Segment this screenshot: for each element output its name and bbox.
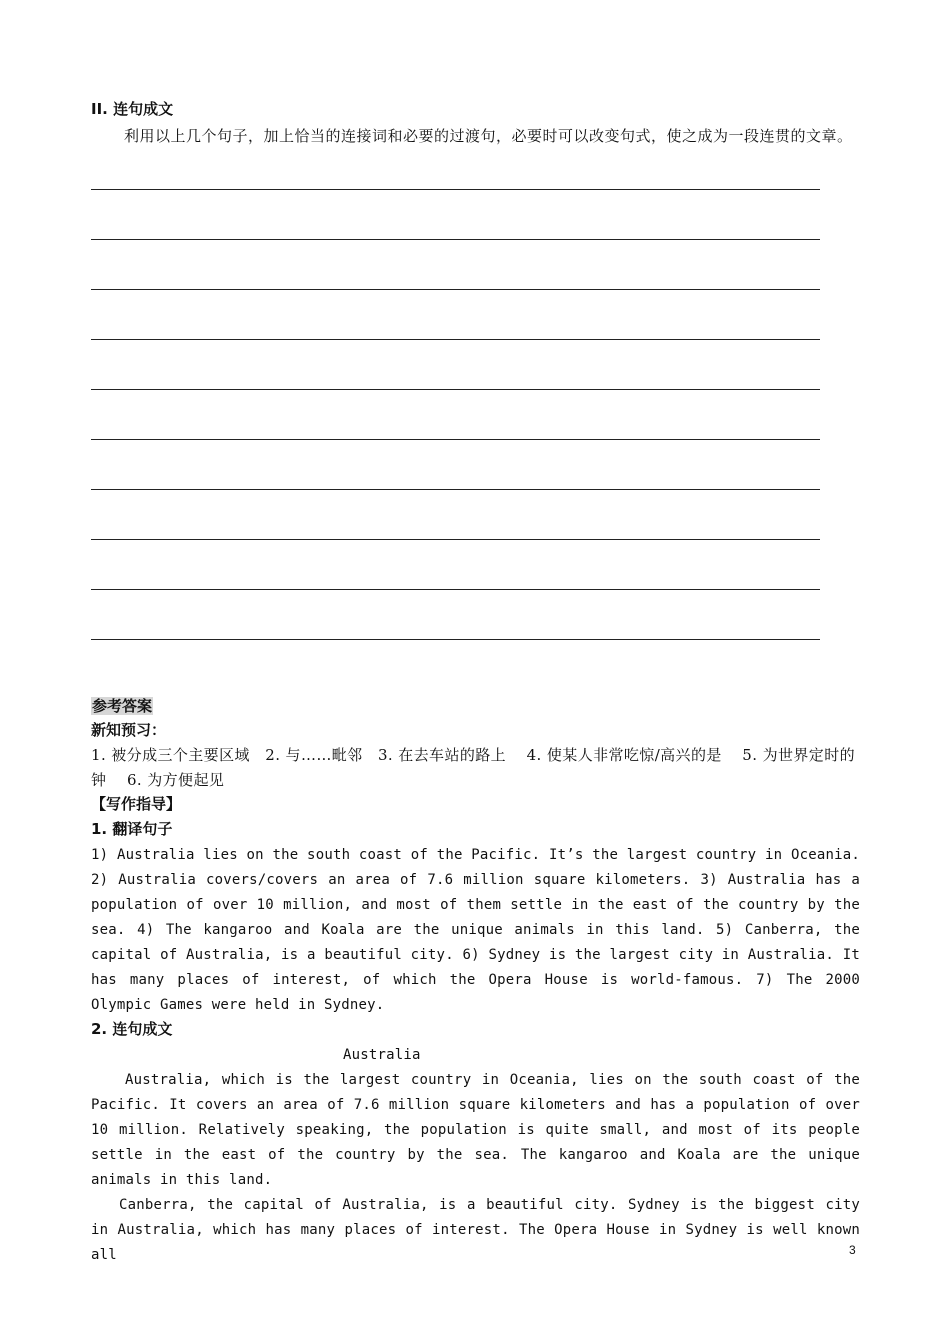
answer-line	[91, 539, 820, 540]
writing-guide-heading: 【写作指导】	[91, 795, 182, 813]
translate-heading: 1. 翻译句子	[91, 820, 173, 838]
essay-title: Australia	[343, 1047, 421, 1063]
essay-paragraph-2: Canberra, the capital of Australia, is a beautiful city. Sydney is the biggest city in Australia, which has many places of interest. The Opera House in Sydney is well known all	[91, 1197, 860, 1263]
answers-title	[91, 695, 153, 716]
translation-answers: 1) Australia lies on the south coast of the Pacific. It’s the largest country in Oceania. 2) Australia covers/covers an area of 7.6 million square kilometers. 3) Australia has a population of over 10 million, and most of them settle in the east of the country by the sea. 4) The kangaroo and Koala are the unique animals in this land. 5) Canberra, the capital of Australia, is a beautiful city. 6) Sydney is the largest city in Australia. It has many places of interest, of which the Opera House is world-famous. 7) The 2000 Olympic Games were held in Sydney.	[91, 847, 860, 1013]
answer-line	[91, 589, 820, 590]
answer-line	[91, 189, 820, 190]
preview-heading: 新知预习：	[91, 721, 167, 739]
section-instruction: 利用以上几个句子，加上恰当的连接词和必要的过渡句，必要时可以改变句式，使之成为一段连贯的文章。	[124, 127, 853, 145]
answer-line	[91, 489, 820, 490]
answer-line	[91, 389, 820, 390]
answer-line	[91, 289, 820, 290]
section-heading: II. 连句成文	[91, 100, 174, 118]
answer-line	[91, 339, 820, 340]
preview-answers: 1. 被分成三个主要区域 2. 与……毗邻 3. 在去车站的路上 4. 使某人非常吃惊/高兴的是 5. 为世界定时的钟 6. 为方便起见	[91, 746, 855, 789]
combine-heading: 2. 连句成文	[91, 1020, 173, 1038]
answers-title-text: 参考答案	[92, 697, 153, 715]
essay-paragraph-1: Australia, which is the largest country in Oceania, lies on the south coast of the Pacific. It covers an area of 7.6 million square kilometers and has a population of over 10 million. Relatively speaking, the population is quite small, and most of its people settle in the east of the country by the sea. The kangaroo and Koala are the unique animals in this land.	[91, 1072, 860, 1188]
answer-line	[91, 439, 820, 440]
answer-line	[91, 239, 820, 240]
page-number: 3	[849, 1243, 856, 1257]
answer-line	[91, 639, 820, 640]
